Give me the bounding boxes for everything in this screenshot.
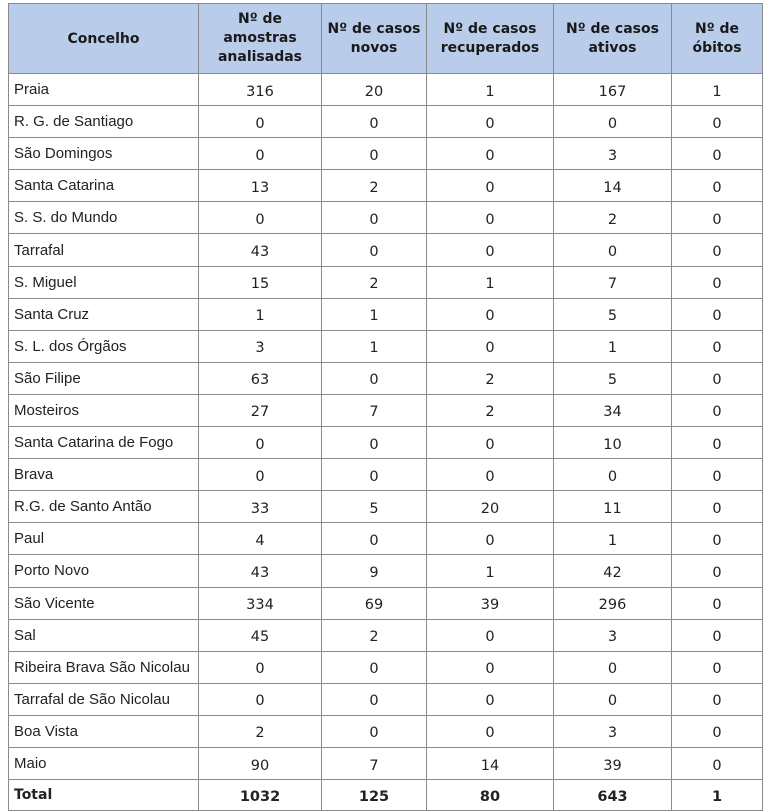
cell-ativos: 3 (554, 138, 672, 170)
cell-novos: 69 (322, 587, 427, 619)
cell-novos: 2 (322, 266, 427, 298)
cell-recuperados: 0 (427, 330, 554, 362)
header-amostras: Nº de amostras analisadas (199, 4, 322, 74)
cell-ativos: 14 (554, 170, 672, 202)
cell-amostras: 63 (199, 362, 322, 394)
cell-recuperados: 0 (427, 234, 554, 266)
cell-concelho: Santa Cruz (9, 298, 199, 330)
cell-concelho: Tarrafal (9, 234, 199, 266)
cell-obitos: 0 (672, 394, 763, 426)
cell-recuperados: 0 (427, 715, 554, 747)
cell-ativos: 296 (554, 587, 672, 619)
cell-obitos: 0 (672, 715, 763, 747)
table-row (9, 106, 763, 138)
cell-concelho: Sal (9, 619, 199, 651)
total-obitos: 1 (672, 780, 763, 811)
table-header (9, 4, 763, 74)
cell-ativos: 0 (554, 106, 672, 138)
cell-ativos: 3 (554, 715, 672, 747)
cell-obitos: 0 (672, 266, 763, 298)
table-row (9, 394, 763, 426)
cell-obitos: 0 (672, 362, 763, 394)
cell-obitos: 0 (672, 330, 763, 362)
cell-ativos: 0 (554, 683, 672, 715)
cell-recuperados: 0 (427, 651, 554, 683)
cell-novos: 5 (322, 491, 427, 523)
cell-amostras: 4 (199, 523, 322, 555)
cell-ativos: 0 (554, 651, 672, 683)
cell-recuperados: 0 (427, 202, 554, 234)
cell-amostras: 43 (199, 234, 322, 266)
table-row (9, 555, 763, 587)
cell-ativos: 10 (554, 427, 672, 459)
table-row (9, 619, 763, 651)
cell-recuperados: 2 (427, 394, 554, 426)
cell-obitos: 0 (672, 491, 763, 523)
cell-amostras: 3 (199, 330, 322, 362)
cell-recuperados: 0 (427, 106, 554, 138)
cell-concelho: R. G. de Santiago (9, 106, 199, 138)
cell-amostras: 15 (199, 266, 322, 298)
cell-obitos: 0 (672, 170, 763, 202)
header-casos-novos: Nº de casos novos (322, 4, 427, 74)
cell-novos: 2 (322, 619, 427, 651)
cell-ativos: 3 (554, 619, 672, 651)
cell-amostras: 316 (199, 74, 322, 106)
cell-ativos: 2 (554, 202, 672, 234)
cell-concelho: São Filipe (9, 362, 199, 394)
cell-amostras: 0 (199, 138, 322, 170)
cell-concelho: Ribeira Brava São Nicolau (9, 651, 199, 683)
cell-amostras: 0 (199, 202, 322, 234)
cell-recuperados: 1 (427, 266, 554, 298)
cell-concelho: Maio (9, 747, 199, 779)
cell-recuperados: 1 (427, 555, 554, 587)
cell-recuperados: 0 (427, 170, 554, 202)
total-novos: 125 (322, 780, 427, 811)
cell-novos: 7 (322, 394, 427, 426)
cell-ativos: 5 (554, 298, 672, 330)
cell-obitos: 1 (672, 74, 763, 106)
cell-concelho: Praia (9, 74, 199, 106)
cell-concelho: Porto Novo (9, 555, 199, 587)
cell-novos: 0 (322, 523, 427, 555)
cell-amostras: 2 (199, 715, 322, 747)
table-row (9, 170, 763, 202)
cell-recuperados: 0 (427, 619, 554, 651)
cell-recuperados: 20 (427, 491, 554, 523)
cell-ativos: 0 (554, 234, 672, 266)
cell-concelho: São Domingos (9, 138, 199, 170)
cell-obitos: 0 (672, 106, 763, 138)
cell-recuperados: 14 (427, 747, 554, 779)
table-body (9, 74, 763, 811)
cell-ativos: 1 (554, 330, 672, 362)
cell-ativos: 34 (554, 394, 672, 426)
cell-amostras: 1 (199, 298, 322, 330)
cell-amostras: 0 (199, 459, 322, 491)
header-casos-ativos: Nº de casos ativos (554, 4, 672, 74)
header-concelho: Concelho (9, 4, 199, 74)
cell-concelho: Santa Catarina de Fogo (9, 427, 199, 459)
cell-recuperados: 2 (427, 362, 554, 394)
cell-novos: 9 (322, 555, 427, 587)
cell-novos: 0 (322, 362, 427, 394)
cell-obitos: 0 (672, 683, 763, 715)
cell-recuperados: 0 (427, 683, 554, 715)
total-amostras: 1032 (199, 780, 322, 811)
table-row (9, 587, 763, 619)
cell-amostras: 0 (199, 427, 322, 459)
table-row (9, 234, 763, 266)
cell-novos: 2 (322, 170, 427, 202)
cell-obitos: 0 (672, 298, 763, 330)
cell-recuperados: 0 (427, 459, 554, 491)
cell-concelho: Boa Vista (9, 715, 199, 747)
table-row (9, 138, 763, 170)
cell-ativos: 7 (554, 266, 672, 298)
total-recuperados: 80 (427, 780, 554, 811)
header-row (9, 4, 763, 74)
cell-concelho: São Vicente (9, 587, 199, 619)
cell-novos: 1 (322, 330, 427, 362)
cell-obitos: 0 (672, 459, 763, 491)
cases-by-municipality-table (8, 3, 763, 811)
table-row (9, 715, 763, 747)
cell-ativos: 1 (554, 523, 672, 555)
cell-novos: 0 (322, 106, 427, 138)
cell-recuperados: 0 (427, 427, 554, 459)
cell-amostras: 334 (199, 587, 322, 619)
cell-ativos: 11 (554, 491, 672, 523)
table-row (9, 651, 763, 683)
cell-concelho: S. L. dos Órgãos (9, 330, 199, 362)
table-row (9, 523, 763, 555)
cell-obitos: 0 (672, 138, 763, 170)
cases-table-container (8, 3, 762, 811)
table-row (9, 427, 763, 459)
cell-novos: 0 (322, 427, 427, 459)
cell-concelho: R.G. de Santo Antão (9, 491, 199, 523)
table-row (9, 747, 763, 779)
cell-recuperados: 0 (427, 138, 554, 170)
table-row (9, 491, 763, 523)
cell-recuperados: 0 (427, 298, 554, 330)
cell-amostras: 0 (199, 651, 322, 683)
total-label: Total (9, 780, 199, 811)
cell-novos: 7 (322, 747, 427, 779)
table-row (9, 683, 763, 715)
table-row (9, 459, 763, 491)
total-ativos: 643 (554, 780, 672, 811)
cell-novos: 0 (322, 683, 427, 715)
cell-concelho: Brava (9, 459, 199, 491)
cell-amostras: 13 (199, 170, 322, 202)
cell-obitos: 0 (672, 427, 763, 459)
cell-novos: 20 (322, 74, 427, 106)
cell-novos: 0 (322, 202, 427, 234)
cell-concelho: Santa Catarina (9, 170, 199, 202)
table-row (9, 202, 763, 234)
cell-obitos: 0 (672, 523, 763, 555)
cell-obitos: 0 (672, 619, 763, 651)
cell-amostras: 90 (199, 747, 322, 779)
cell-obitos: 0 (672, 234, 763, 266)
header-obitos: Nº de óbitos (672, 4, 763, 74)
cell-recuperados: 0 (427, 523, 554, 555)
cell-obitos: 0 (672, 555, 763, 587)
cell-concelho: S. Miguel (9, 266, 199, 298)
cell-concelho: Paul (9, 523, 199, 555)
table-row (9, 298, 763, 330)
cell-novos: 0 (322, 138, 427, 170)
table-row (9, 266, 763, 298)
cell-novos: 0 (322, 651, 427, 683)
cell-ativos: 42 (554, 555, 672, 587)
cell-obitos: 0 (672, 202, 763, 234)
cell-obitos: 0 (672, 747, 763, 779)
cell-obitos: 0 (672, 587, 763, 619)
cell-obitos: 0 (672, 651, 763, 683)
cell-concelho: Mosteiros (9, 394, 199, 426)
table-row (9, 330, 763, 362)
cell-ativos: 5 (554, 362, 672, 394)
cell-novos: 0 (322, 715, 427, 747)
total-row (9, 780, 763, 811)
cell-novos: 0 (322, 234, 427, 266)
header-casos-recuperados: Nº de casos recuperados (427, 4, 554, 74)
table-row (9, 74, 763, 106)
cell-amostras: 33 (199, 491, 322, 523)
table-row (9, 362, 763, 394)
cell-amostras: 0 (199, 683, 322, 715)
cell-amostras: 43 (199, 555, 322, 587)
cell-ativos: 0 (554, 459, 672, 491)
cell-recuperados: 1 (427, 74, 554, 106)
cell-concelho: S. S. do Mundo (9, 202, 199, 234)
cell-amostras: 45 (199, 619, 322, 651)
cell-concelho: Tarrafal de São Nicolau (9, 683, 199, 715)
cell-amostras: 0 (199, 106, 322, 138)
cell-ativos: 39 (554, 747, 672, 779)
cell-recuperados: 39 (427, 587, 554, 619)
cell-amostras: 27 (199, 394, 322, 426)
cell-novos: 0 (322, 459, 427, 491)
cell-novos: 1 (322, 298, 427, 330)
cell-ativos: 167 (554, 74, 672, 106)
